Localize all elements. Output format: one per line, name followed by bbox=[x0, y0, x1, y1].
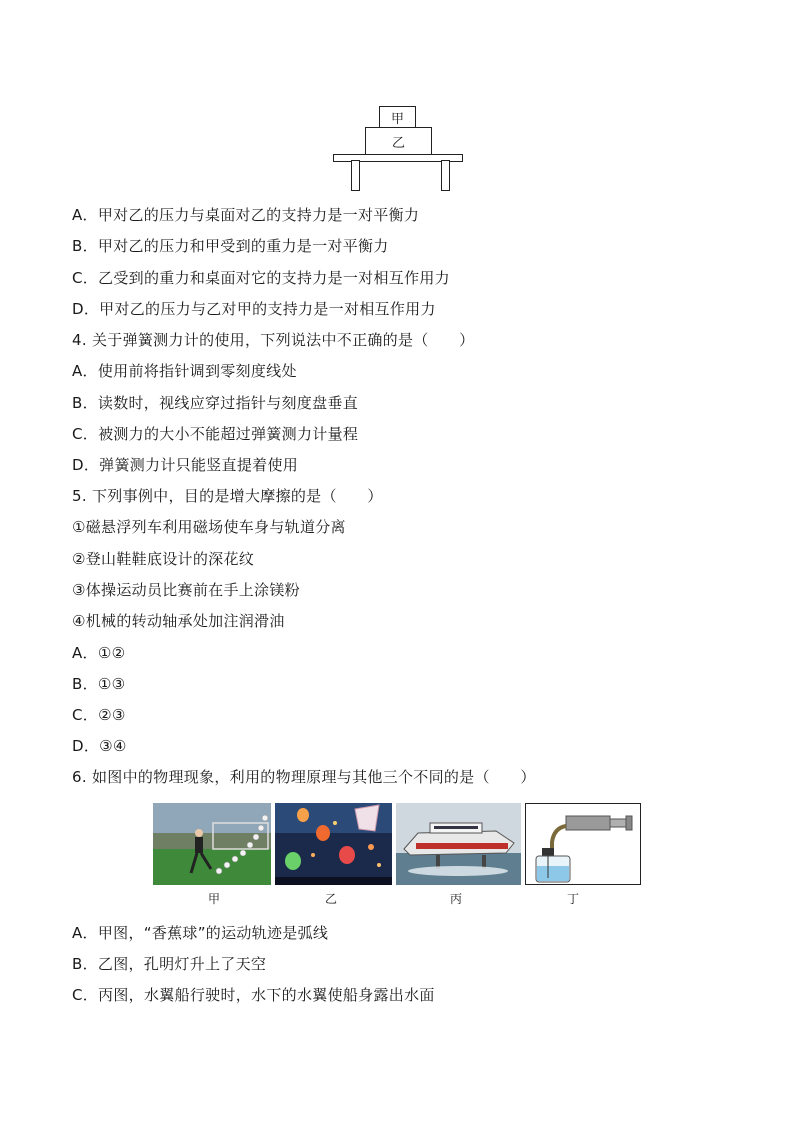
q6-option-b: B．乙图，孔明灯升上了天空 bbox=[72, 955, 267, 973]
q4-option-d: D．弹簧测力计只能竖直提着使用 bbox=[72, 456, 299, 474]
caption-bing: 丙 bbox=[449, 892, 462, 906]
q5-item-2: ②登山鞋鞋底设计的深花纹 bbox=[72, 550, 255, 568]
q3-option-a: A．甲对乙的压力与桌面对乙的支持力是一对平衡力 bbox=[72, 206, 420, 224]
photo-sky-lanterns bbox=[275, 803, 392, 885]
caption-ding: 丁 bbox=[566, 892, 579, 906]
q5-stem: 5. 下列事例中，目的是增大摩擦的是（ ） bbox=[72, 487, 383, 505]
block-yi-label: 乙 bbox=[391, 135, 405, 151]
q5-item-3: ③体操运动员比赛前在手上涂镁粉 bbox=[72, 581, 300, 599]
q4-option-b: B．读数时，视线应穿过指针与刻度盘垂直 bbox=[72, 394, 358, 412]
q3-option-c: C．乙受到的重力和桌面对它的支持力是一对相互作用力 bbox=[72, 269, 450, 287]
caption-jia: 甲 bbox=[207, 892, 220, 906]
q6-stem: 6. 如图中的物理现象，利用的物理原理与其他三个不同的是（ ） bbox=[72, 768, 536, 786]
q6-option-c: C．丙图，水翼船行驶时，水下的水翼使船身露出水面 bbox=[72, 986, 435, 1004]
blocks-on-table-figure bbox=[333, 104, 463, 194]
q5-item-1: ①磁悬浮列车利用磁场使车身与轨道分离 bbox=[72, 518, 346, 536]
q3-option-b: B．甲对乙的压力和甲受到的重力是一对平衡力 bbox=[72, 237, 389, 255]
table-leg-right bbox=[441, 160, 450, 191]
block-jia bbox=[379, 106, 416, 128]
q6-option-a: A．甲图，“香蕉球”的运动轨迹是弧线 bbox=[72, 924, 329, 942]
caption-yi: 乙 bbox=[324, 892, 337, 906]
q4-option-c: C．被测力的大小不能超过弹簧测力计量程 bbox=[72, 425, 359, 443]
photo-sprayer-apparatus bbox=[525, 803, 641, 885]
q4-stem: 4. 关于弹簧测力计的使用，下列说法中不正确的是（ ） bbox=[72, 331, 475, 349]
q5-option-b: B．①③ bbox=[72, 675, 126, 693]
q3-option-d: D．甲对乙的压力与乙对甲的支持力是一对相互作用力 bbox=[72, 300, 436, 318]
block-jia-label: 甲 bbox=[390, 111, 404, 127]
q5-option-d: D．③④ bbox=[72, 737, 127, 755]
table-leg-left bbox=[351, 160, 360, 191]
q4-option-a: A．使用前将指针调到零刻度线处 bbox=[72, 362, 297, 380]
photo-hydrofoil-boat bbox=[396, 803, 521, 885]
photo-soccer-banana-kick bbox=[153, 803, 271, 885]
q5-option-c: C．②③ bbox=[72, 706, 126, 724]
q5-option-a: A．①② bbox=[72, 644, 126, 662]
block-yi bbox=[365, 127, 432, 155]
q5-item-4: ④机械的转动轴承处加注润滑油 bbox=[72, 612, 285, 630]
